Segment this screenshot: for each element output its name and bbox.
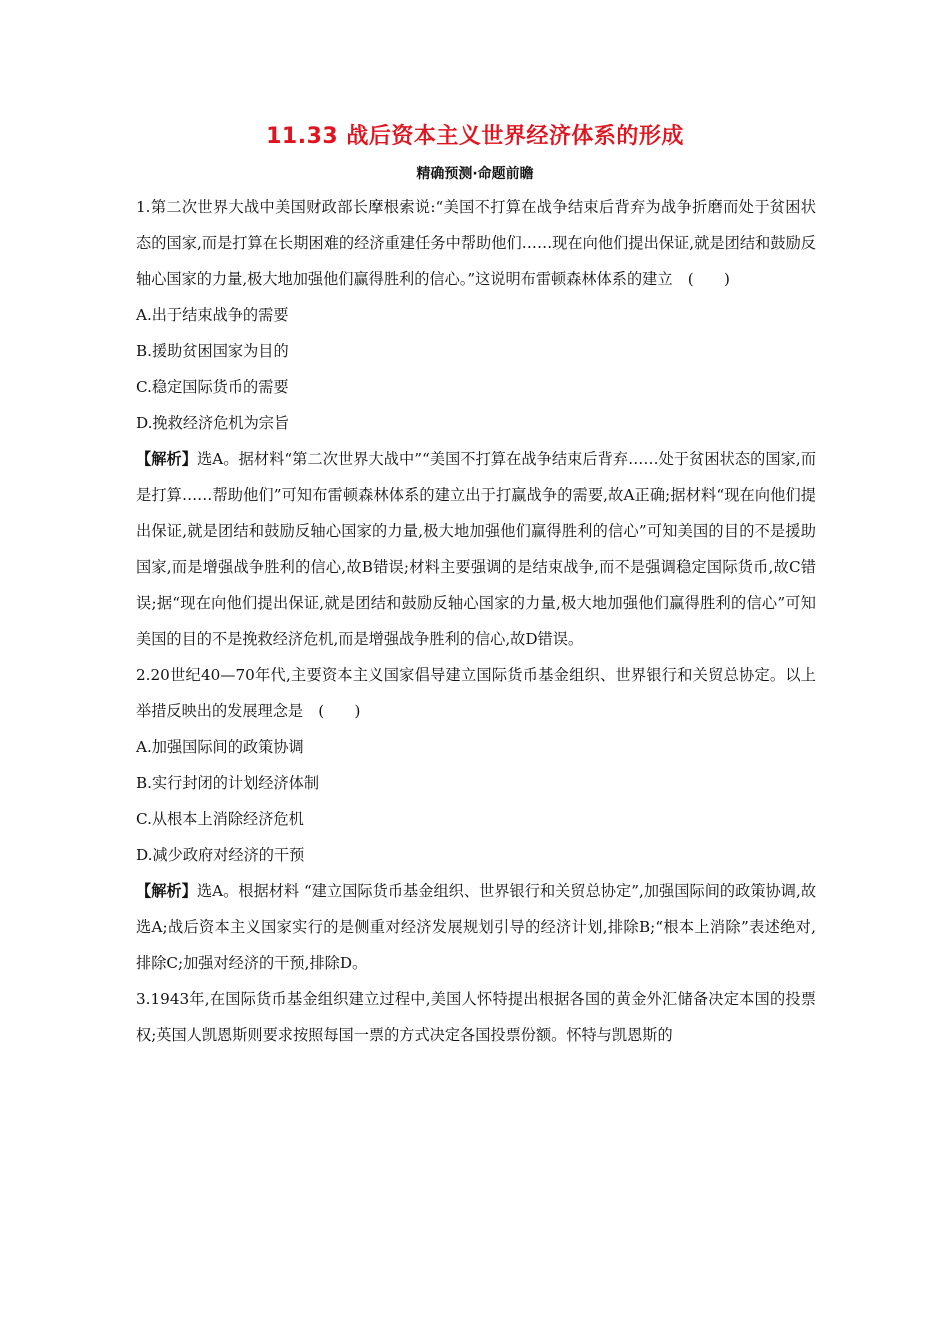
option-d: D.挽救经济危机为宗旨	[136, 414, 290, 432]
analysis	[136, 873, 816, 981]
question-3	[136, 981, 816, 1053]
option-a: A.出于结束战争的需要	[136, 306, 289, 324]
option-a: A.加强国际间的政策协调	[136, 738, 304, 756]
analysis	[136, 441, 816, 657]
page-title: 11.33 战后资本主义世界经济体系的形成	[266, 124, 684, 149]
page-subtitle: 精确预测·命题前瞻	[416, 166, 534, 182]
question-1	[136, 189, 816, 657]
option-c: C.从根本上消除经济危机	[136, 810, 304, 828]
question-stem: 1.第二次世界大战中美国财政部长摩根索说:“美国不打算在战争结束后背弃为战争折磨而处于贫困状态的国家,而是打算在长期困难的经济重建任务中帮助他们……现在向他们提出保证,就是团结和鼓励反轴心国家的力量,极大地加强他们赢得胜利的信心。”这说明布雷顿森林体系的建立 ( )	[136, 198, 816, 288]
analysis-text: 选A。据材料“第二次世界大战中”“美国不打算在战争结束后背弃……处于贫困状态的国家,而是打算……帮助他们”可知布雷顿森林体系的建立出于打赢战争的需要,故A正确;据材料“现在向他们提出保证,就是团结和鼓励反轴心国家的力量,极大地加强他们赢得胜利的信心”可知美国的目的不是援助国家,而是增强战争胜利的信心,故B错误;材料主要强调的是结束战争,而不是强调稳定国际货币,故C错误;据“现在向他们提出保证,就是团结和鼓励反轴心国家的力量,极大地加强他们赢得胜利的信心”可知美国的目的不是挽救经济危机,而是增强战争胜利的信心,故D错误。	[136, 450, 817, 648]
question-stem: 3.1943年,在国际货币基金组织建立过程中,美国人怀特提出根据各国的黄金外汇储备决定本国的投票权;英国人凯恩斯则要求按照每国一票的方式决定各国投票份额。怀特与凯恩斯的	[136, 990, 816, 1044]
analysis-tag: 【解析】	[136, 450, 198, 468]
question-2	[136, 657, 816, 981]
analysis-text: 选A。根据材料 “建立国际货币基金组织、世界银行和关贸总协定”,加强国际间的政策协调,故选A;战后资本主义国家实行的是侧重对经济发展规划引导的经济计划,排除B;“根本上消除”表述绝对,排除C;加强对经济的干预,排除D。	[136, 882, 817, 972]
option-c: C.稳定国际货币的需要	[136, 378, 289, 396]
question-stem: 2.20世纪40—70年代,主要资本主义国家倡导建立国际货币基金组织、世界银行和关贸总协定。以上举措反映出的发展理念是 ( )	[136, 666, 816, 720]
option-b: B.实行封闭的计划经济体制	[136, 774, 320, 792]
analysis-tag: 【解析】	[136, 882, 197, 900]
option-d: D.减少政府对经济的干预	[136, 846, 305, 864]
document-body	[136, 189, 816, 1053]
option-b: B.援助贫困国家为目的	[136, 342, 289, 360]
